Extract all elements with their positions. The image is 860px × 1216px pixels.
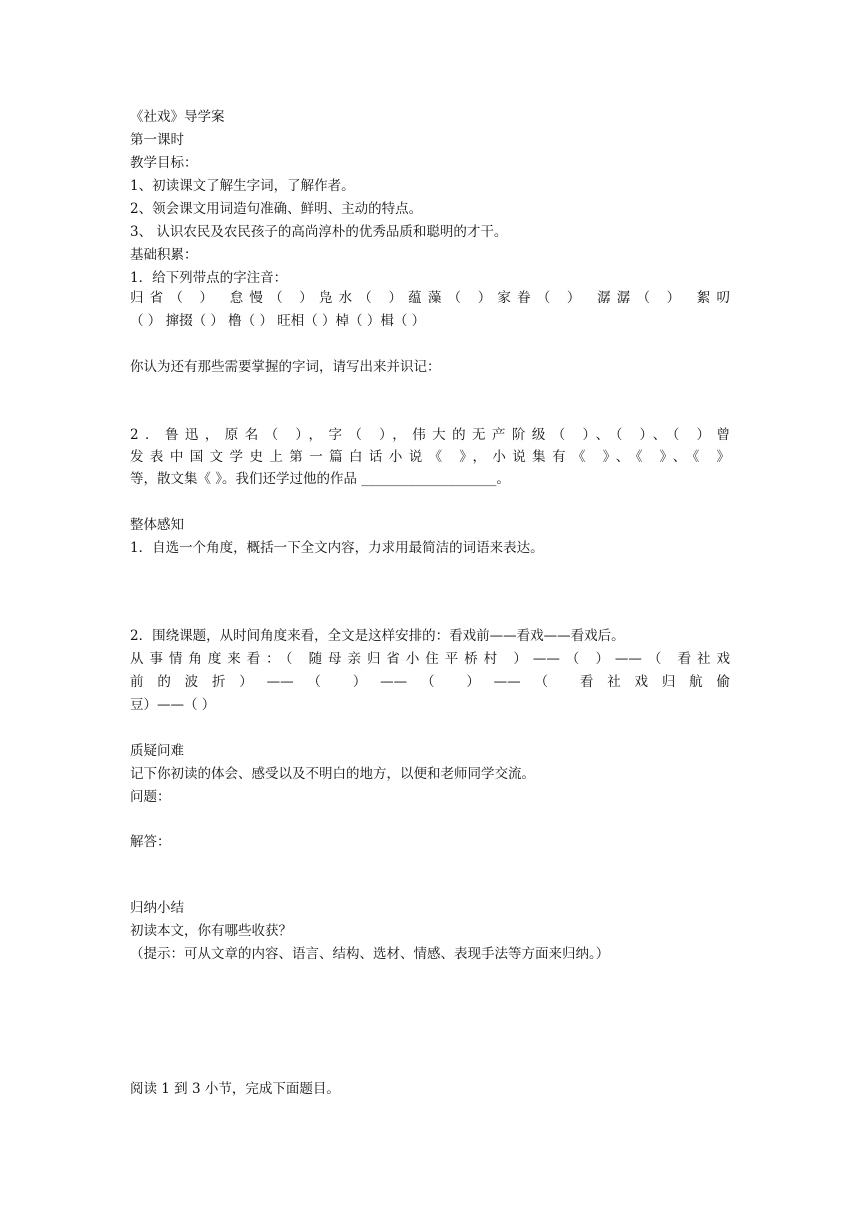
q1-pinyin-line-1: 归省（ ） 怠慢（ ）凫水（ ）蕴藻（ ）家眷（ ） 潺潺（ ） 絮叨 (130, 290, 730, 306)
overall-q2-line-2: 从事情角度来看：（ 随母亲归省小住平桥村 ）——（ ）——（ 看社戏 (130, 651, 730, 667)
lesson-label: 第一课时 (130, 132, 184, 148)
reading-prompt: 阅读 1 到 3 小节，完成下面题目。 (130, 1081, 340, 1097)
q2-line-3: 等，散文集《 》。我们还学过他的作品 ____________________。 (130, 471, 510, 487)
question-prompt: 记下你初读的体会、感受以及不明白的地方，以便和老师同学交流。 (130, 766, 535, 782)
basics-heading: 基础积累： (130, 247, 198, 263)
goal-1: 1、初读课文了解生字词，了解作者。 (130, 178, 355, 194)
doc-title: 《社戏》导学案 (130, 109, 225, 125)
overall-q1: 1．自选一个角度，概括一下全文内容，力求用最简洁的词语来表达。 (130, 540, 544, 556)
overall-q2-line-4: 豆）——（ ） (130, 697, 216, 713)
goal-2: 2、领会课文用词造句准确、鲜明、主动的特点。 (130, 201, 423, 217)
q1-followup: 你认为还有那些需要掌握的字词，请写出来并识记： (130, 359, 441, 375)
goal-3: 3、 认识农民及农民孩子的高尚淳朴的优秀品质和聪明的才干。 (130, 224, 508, 240)
summary-prompt: 初读本文，你有哪些收获？ (130, 923, 292, 939)
overall-q2-line-3: 前的波折）——（ ）——（ ）——（ 看社戏归航偷 (130, 674, 730, 690)
overall-heading: 整体感知 (130, 517, 184, 533)
overall-q2-line-1: 2．围绕课题，从时间角度来看，全文是这样安排的：看戏前——看戏——看戏后。 (130, 628, 625, 644)
summary-hint: （提示：可从文章的内容、语言、结构、选材、情感、表现手法等方面来归纳。） (130, 946, 610, 962)
answer-label: 解答： (130, 834, 171, 850)
q1-pinyin-line-2: （ ） 撺掇（ ） 橹（ ） 旺相（ ）棹（ ）楫（ ） (130, 313, 426, 329)
q2-line-1: 2．鲁迅，原名（ ），字（ ），伟大的无产阶级（ ）、（ ）、（ ）曾 (130, 427, 730, 443)
question-heading: 质疑问难 (130, 743, 184, 759)
q1-prompt: 1．给下列带点的字注音： (130, 270, 288, 286)
goals-heading: 教学目标： (130, 155, 198, 171)
q2-line-2: 发表中国文学史上第一篇白话小说《 》，小说集有《 》、《 》、《 》 (130, 449, 730, 465)
summary-heading: 归纳小结 (130, 900, 184, 916)
question-label: 问题： (130, 789, 171, 805)
